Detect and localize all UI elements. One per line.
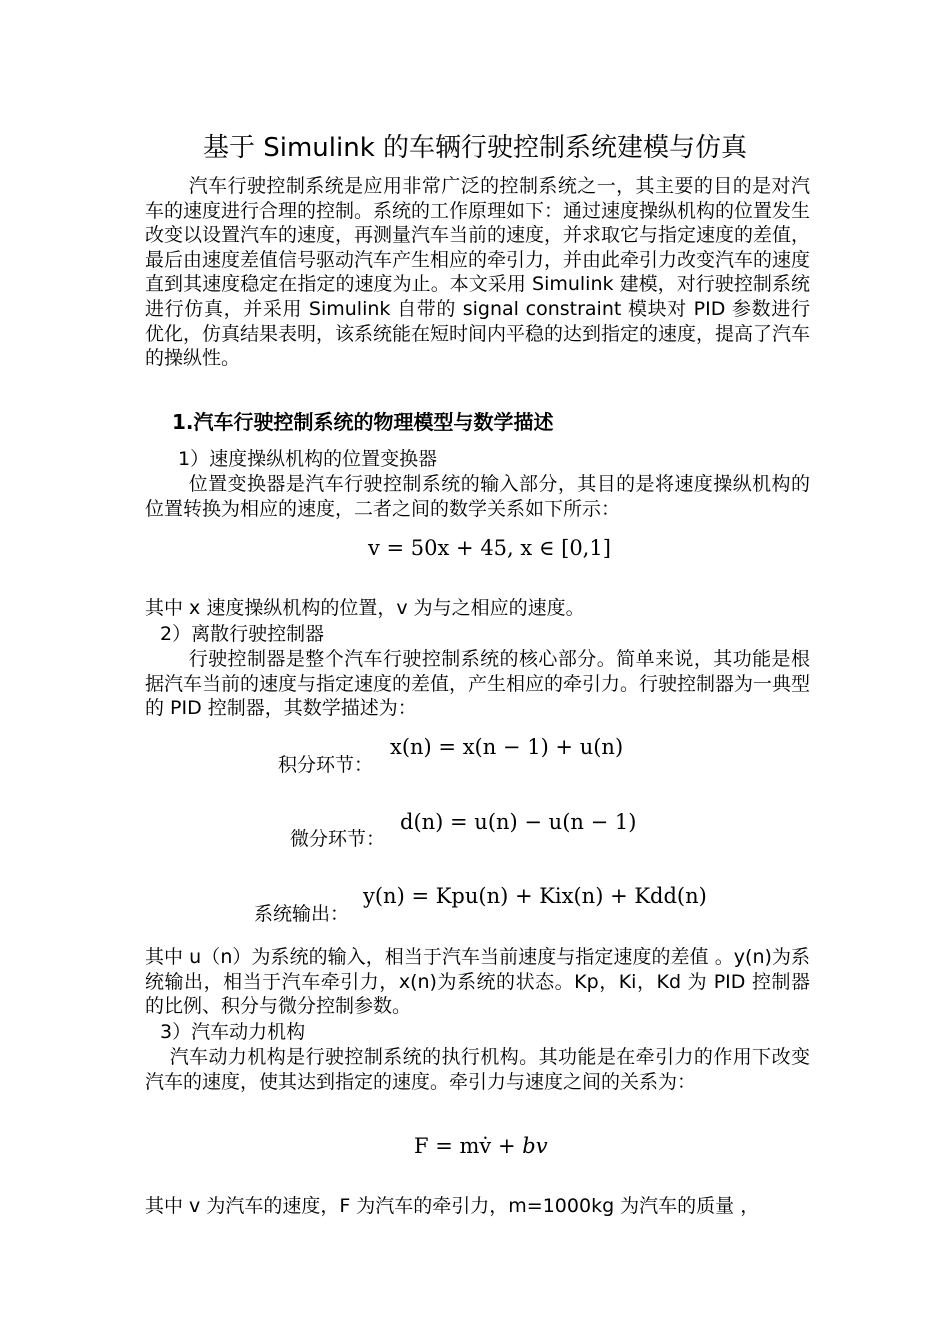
subsection-text-2: 行驶控制器是整个汽车行驶控制系统的核心部分。简单来说，其功能是根据汽车当前的速度与指定速度的差值，产生相应的牵引力。行驶控制器为一典型的 PID 控制器，其数学描述为： <box>145 648 811 720</box>
formula-label-derivative: 微分环节： <box>290 828 386 850</box>
subsection-after-1: 其中 x 速度操纵机构的位置，v 为与之相应的速度。 <box>145 597 585 619</box>
formula-force-main: F = mv̇ + <box>414 1134 523 1158</box>
formula-integral: x(n) = x(n − 1) + u(n) <box>390 735 624 759</box>
section-heading: 1.汽车行驶控制系统的物理模型与数学描述 <box>172 410 554 434</box>
formula-derivative: d(n) = u(n) − u(n − 1) <box>400 810 637 834</box>
formula-label-integral: 积分环节： <box>278 754 374 776</box>
subsection-title-2: 2）离散行驶控制器 <box>160 623 325 645</box>
page-title: 基于 Simulink 的车辆行驶控制系统建模与仿真 <box>202 133 748 163</box>
formula-output: y(n) = Kpu(n) + Kix(n) + Kdd(n) <box>363 884 707 908</box>
subsection-after-2: 其中 u（n）为系统的输入，相当于汽车当前速度与指定速度的差值 。y(n)为系统输出，相当于汽车牵引力，x(n)为系统的状态。Kp，Ki，Kd 为 PID 控制器的比例、积分与微分控制参数。 <box>145 946 810 1018</box>
formula-velocity: v = 50x + 45, x ∈ [0,1] <box>368 536 611 560</box>
subsection-title-1: 1）速度操纵机构的位置变换器 <box>178 448 438 470</box>
subsection-title-3: 3）汽车动力机构 <box>160 1021 306 1043</box>
intro-paragraph: 汽车行驶控制系统是应用非常广泛的控制系统之一，其主要的目的是对汽车的速度进行合理的控制。系统的工作原理如下：通过速度操纵机构的位置发生改变以设置汽车的速度，再测量汽车当前的速度，并求取它与指定速度的差值，最后由速度差值信号驱动汽车产生相应的牵引力，并由此牵引力改变汽车的速度直到其速度稳定在指定的速度为止。本文采用 Simulink 建模，对行驶控制系统进行仿真，并采用 Simulink 自带的 signal constraint 模块对 PID 参数进行优化，仿真结果表明，该系统能在短时间内平稳的达到指定的速度，提高了汽车的操纵性。 <box>145 175 811 370</box>
subsection-after-3: 其中 v 为汽车的速度，F 为汽车的牵引力，m=1000kg 为汽车的质量 ， <box>145 1195 760 1217</box>
formula-label-output: 系统输出： <box>254 903 350 925</box>
formula-force-italic: bv <box>522 1134 548 1158</box>
subsection-text-1: 位置变换器是汽车行驶控制系统的输入部分，其目的是将速度操纵机构的位置转换为相应的速度，二者之间的数学关系如下所示： <box>145 473 810 520</box>
formula-force <box>414 1132 548 1160</box>
subsection-text-3: 汽车动力机构是行驶控制系统的执行机构。其功能是在牵引力的作用下改变汽车的速度，使其达到指定的速度。牵引力与速度之间的关系为： <box>145 1046 810 1093</box>
